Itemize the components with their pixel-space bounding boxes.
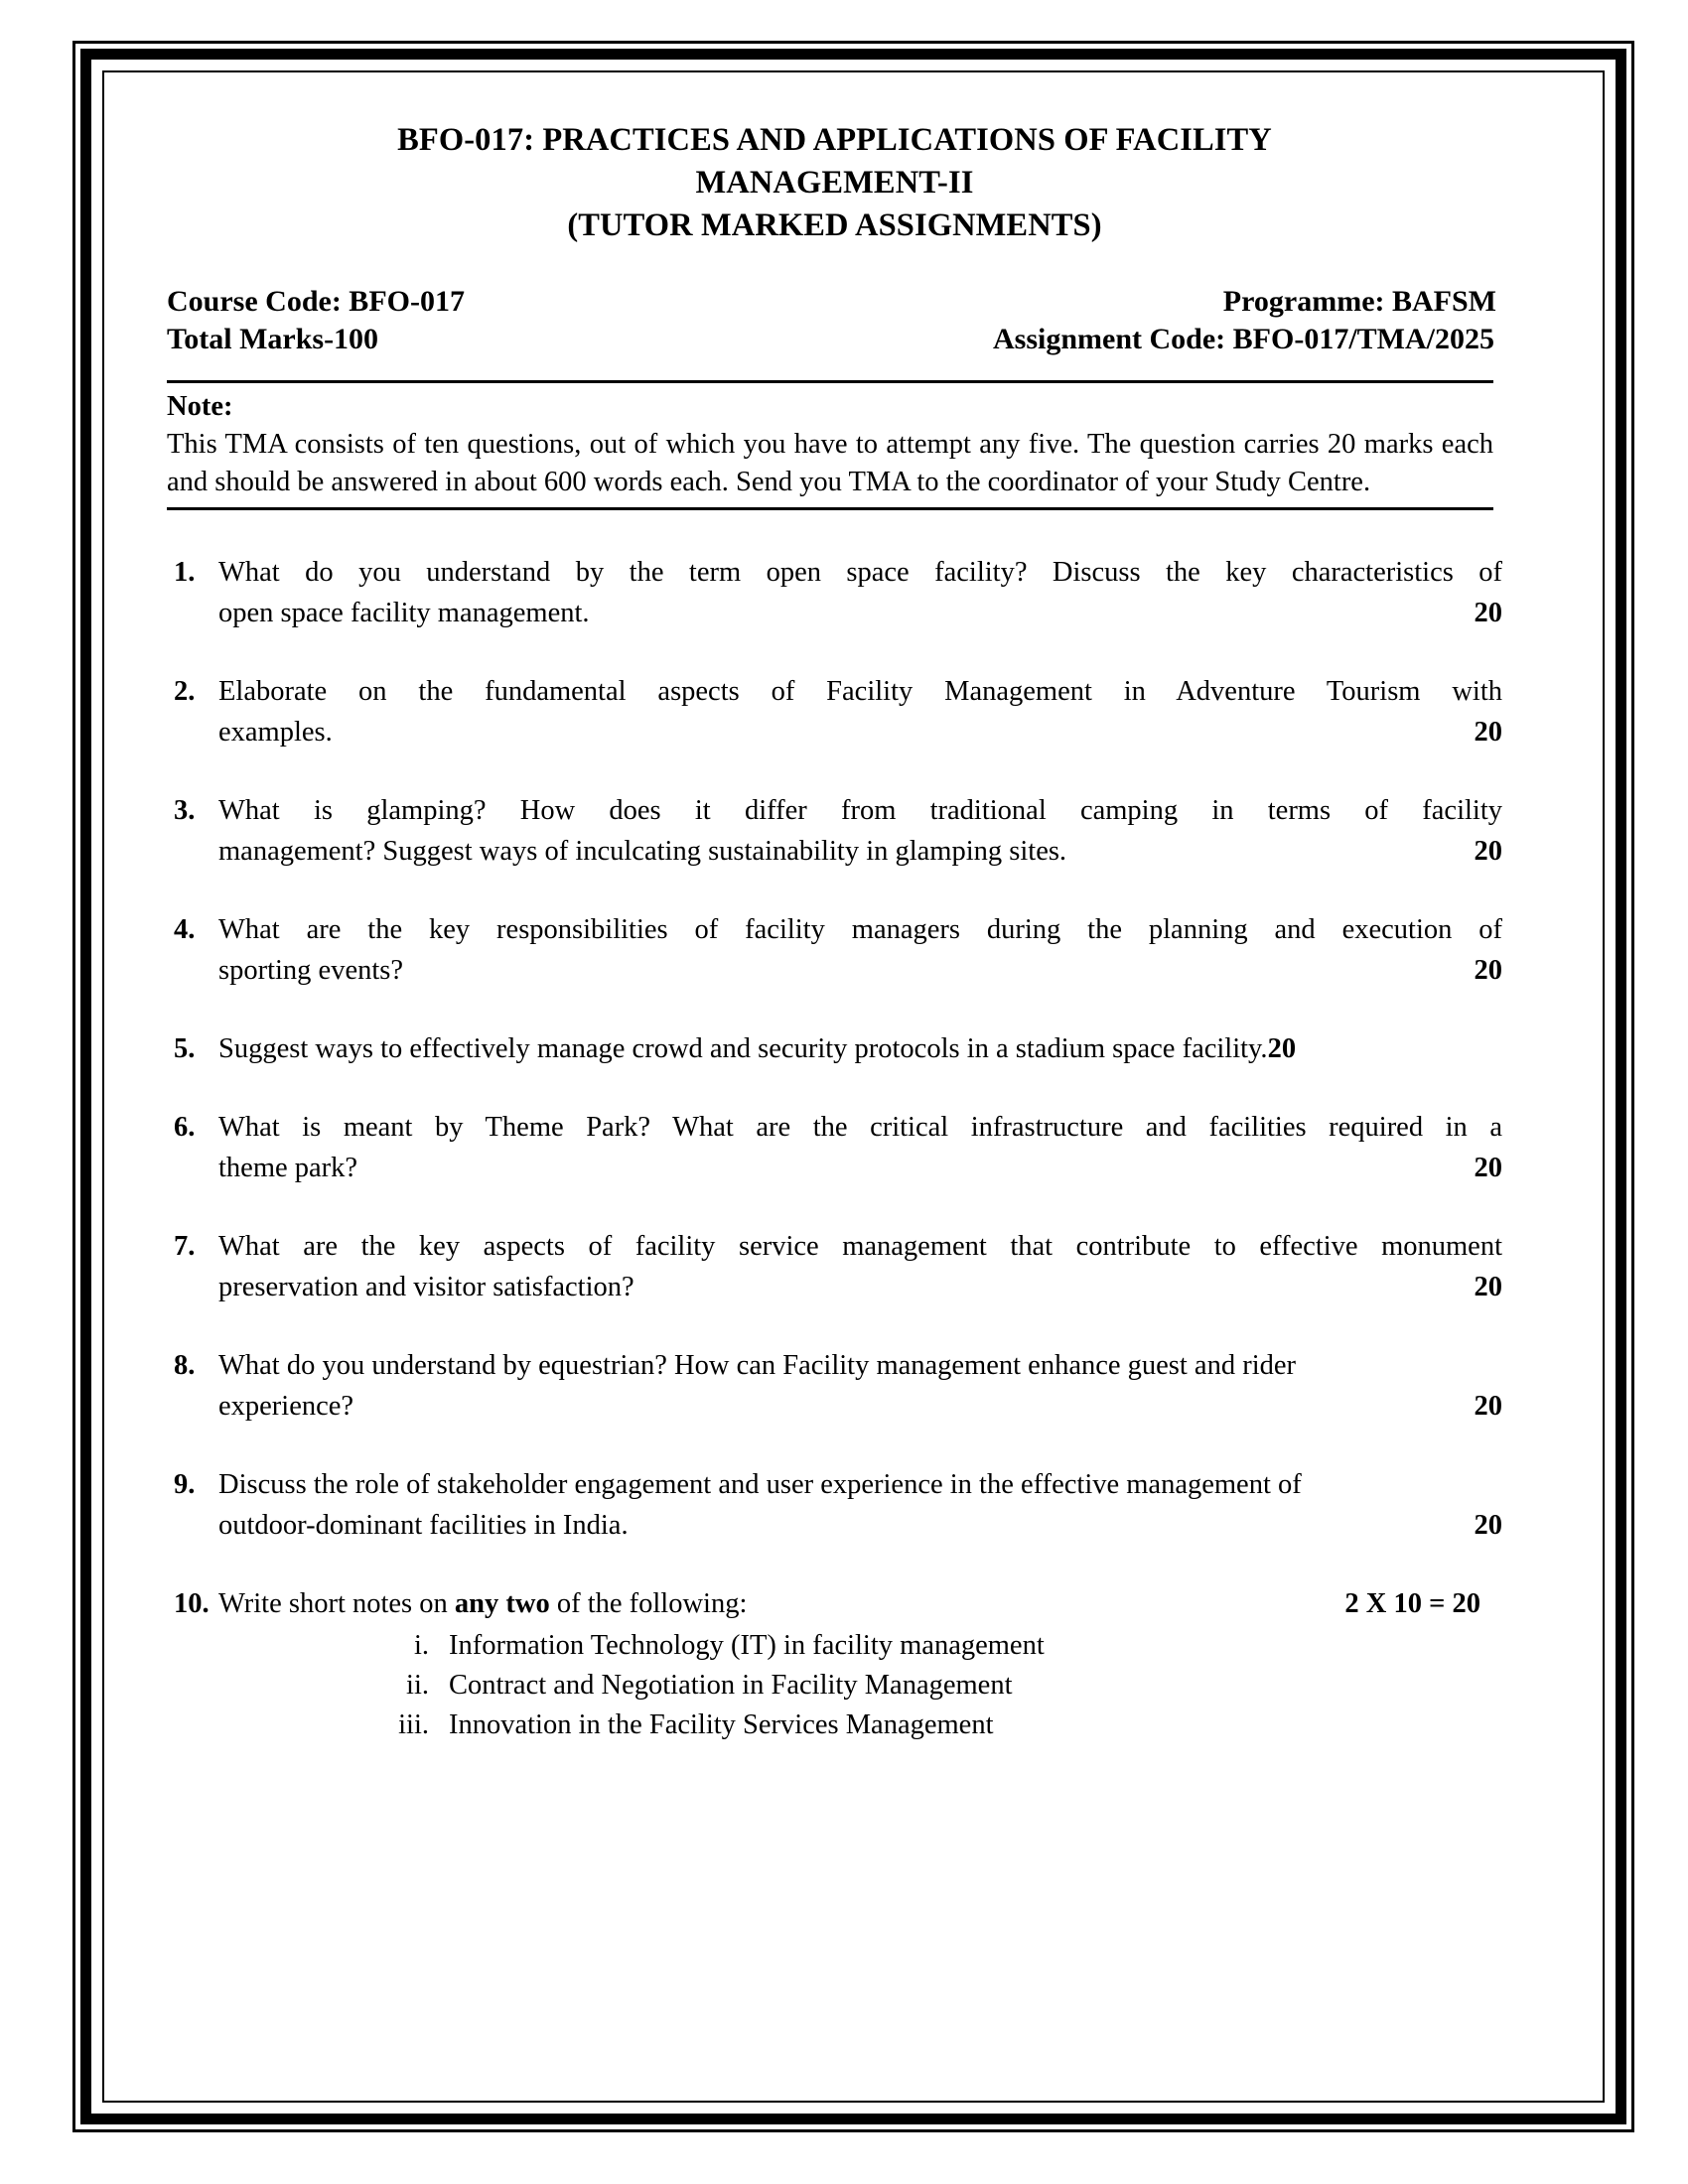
question-number: 2. — [174, 676, 196, 707]
sublist-item — [218, 1666, 1502, 1706]
question-item — [167, 1464, 1502, 1546]
question-text-line: What is glamping? How does it differ from traditional camping in terms of facility — [218, 795, 1502, 826]
title-line-1: BFO-017: PRACTICES AND APPLICATIONS OF FACILITY — [397, 122, 1272, 158]
question-marks: 20 — [1267, 1033, 1297, 1064]
question-body — [218, 1464, 1502, 1546]
total-marks: Total Marks-100 — [167, 323, 379, 355]
question-number: 4. — [174, 914, 196, 945]
question-number: 10. — [174, 1588, 210, 1619]
question-text-line: What are the key aspects of facility service management that contribute to effective monument — [218, 1231, 1502, 1262]
question-body — [218, 671, 1502, 752]
page-title — [167, 119, 1502, 247]
question-number: 8. — [174, 1350, 196, 1381]
question-number: 9. — [174, 1469, 196, 1500]
question-body — [218, 1345, 1502, 1427]
sublist-roman: iii. — [398, 1709, 429, 1740]
question-marks: 20 — [1474, 1510, 1502, 1541]
question10-marks: 2 X 10 = 20 — [1344, 1588, 1480, 1619]
question-number: 1. — [174, 557, 196, 588]
assignment-code: Assignment Code: BFO-017/TMA/2025 — [993, 323, 1494, 355]
question-body — [218, 1028, 1502, 1069]
question-body — [218, 790, 1502, 872]
question-marks: 20 — [1474, 1272, 1502, 1302]
sublist-text: Information Technology (IT) in facility management — [449, 1630, 1045, 1661]
programme: Programme: BAFSM — [1222, 285, 1496, 318]
question-number: 6. — [174, 1112, 196, 1143]
course-code: Course Code: BFO-017 — [167, 285, 465, 318]
sublist-text: Contract and Negotiation in Facility Management — [449, 1670, 1013, 1701]
question-text-line — [218, 1505, 1502, 1546]
question-body — [218, 1226, 1502, 1307]
question-body — [218, 1583, 1502, 1745]
question-item — [167, 1028, 1502, 1069]
question-text-line — [218, 950, 1502, 991]
question-body — [218, 1107, 1502, 1188]
question-item — [167, 552, 1502, 633]
question10-header — [218, 1583, 1502, 1624]
question10-text-before: Write short notes on — [218, 1588, 455, 1619]
question-marks: 20 — [1474, 717, 1502, 748]
note-text: This TMA consists of ten questions, out of which you have to attempt any five. The question carries 20 marks each and should be answered in about 600 words each. Send you TMA to the coordinator of your Study Centre. — [167, 429, 1493, 497]
question-number: 5. — [174, 1033, 196, 1064]
sublist-item — [218, 1626, 1502, 1666]
question-item — [167, 909, 1502, 991]
question10-text-after: of the following: — [549, 1588, 748, 1619]
question-item — [167, 671, 1502, 752]
meta-row-course — [167, 283, 1502, 321]
note-label: Note: — [167, 391, 233, 422]
question-text-tail: sporting events? — [218, 955, 404, 986]
meta-row-marks — [167, 321, 1502, 358]
sublist-roman: i. — [413, 1630, 429, 1661]
title-line-2: MANAGEMENT-II — [695, 165, 974, 201]
question-text-tail: examples. — [218, 717, 333, 748]
question-number: 7. — [174, 1231, 196, 1262]
sublist-item — [218, 1706, 1502, 1745]
question-text-line — [218, 1386, 1502, 1427]
question-text-line: What do you understand by the term open space facility? Discuss the key characteristics of — [218, 557, 1502, 588]
question-item — [167, 1345, 1502, 1427]
sublist-text: Innovation in the Facility Services Management — [449, 1709, 994, 1740]
question-item — [167, 1226, 1502, 1307]
question-marks: 20 — [1474, 598, 1502, 628]
question-marks: 20 — [1474, 836, 1502, 867]
question-text-tail: preservation and visitor satisfaction? — [218, 1272, 634, 1302]
question10-emphasis: any two — [454, 1588, 550, 1619]
question-item — [167, 1107, 1502, 1188]
question-text-line — [218, 1267, 1502, 1307]
question-text-line: What is meant by Theme Park? What are the critical infrastructure and facilities required in a — [218, 1112, 1502, 1143]
question-body — [218, 552, 1502, 633]
sublist-roman: ii. — [406, 1670, 429, 1701]
note-block — [167, 380, 1493, 510]
question-text-tail: outdoor-dominant facilities in India. — [218, 1510, 629, 1541]
question-marks: 20 — [1474, 955, 1502, 986]
question-item — [167, 1583, 1502, 1745]
question-text-line — [218, 831, 1502, 872]
title-line-3: (TUTOR MARKED ASSIGNMENTS) — [567, 207, 1102, 243]
question-marks: 20 — [1474, 1153, 1502, 1183]
question-list — [167, 552, 1502, 1745]
question-text-line: Elaborate on the fundamental aspects of Facility Management in Adventure Tourism with — [218, 676, 1502, 707]
question-text-line — [218, 593, 1502, 633]
question-text-line: What are the key responsibilities of facility managers during the planning and execution of — [218, 914, 1502, 945]
question-text-tail: open space facility management. — [218, 598, 590, 628]
question-text-tail: Suggest ways to effectively manage crowd and security protocols in a stadium space facility. — [218, 1033, 1268, 1064]
question-text-line: What do you understand by equestrian? How can Facility management enhance guest and rider — [218, 1350, 1297, 1381]
question-text-tail: theme park? — [218, 1153, 358, 1183]
question-text-line — [218, 1028, 1502, 1069]
question-text-tail: experience? — [218, 1391, 354, 1422]
question10-text — [218, 1583, 747, 1624]
question-item — [167, 790, 1502, 872]
question-body — [218, 909, 1502, 991]
question-text-line — [218, 1148, 1502, 1188]
question-text-line — [218, 712, 1502, 752]
question-marks: 20 — [1474, 1391, 1502, 1422]
question-number: 3. — [174, 795, 196, 826]
question10-sublist — [218, 1626, 1502, 1745]
meta-block — [167, 283, 1502, 358]
document-content — [167, 119, 1502, 1745]
question-text-line: Discuss the role of stakeholder engagement and user experience in the effective management of — [218, 1469, 1302, 1500]
question-text-tail: management? Suggest ways of inculcating sustainability in glamping sites. — [218, 836, 1067, 867]
